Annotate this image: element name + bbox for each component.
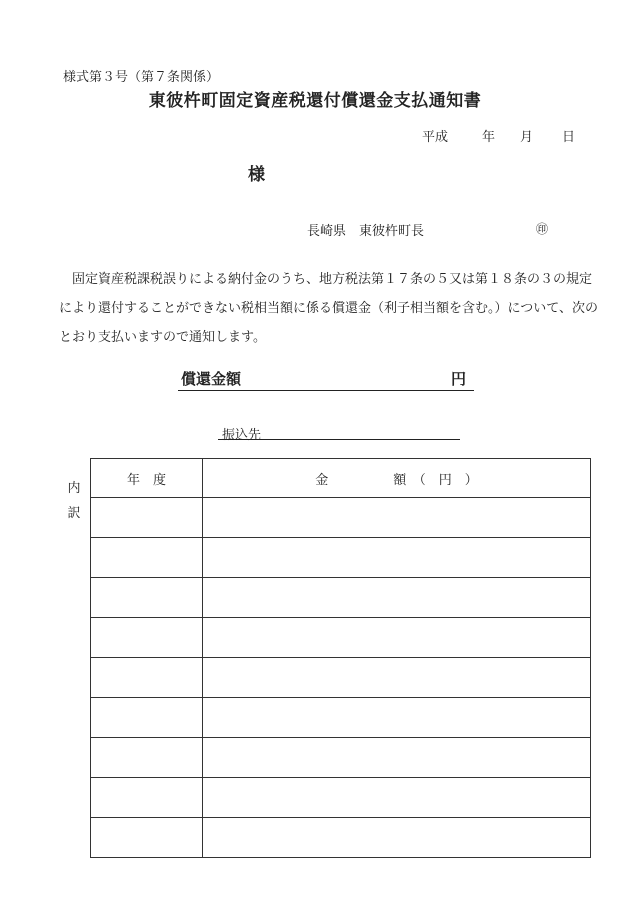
year-column-header: 年 度 xyxy=(91,459,203,498)
year-cell[interactable] xyxy=(91,738,203,778)
amount-cell[interactable] xyxy=(203,778,591,818)
year-cell[interactable] xyxy=(91,778,203,818)
date-year: 年 xyxy=(482,130,496,145)
breakdown-label xyxy=(66,476,82,526)
table-row xyxy=(91,498,591,538)
year-cell[interactable] xyxy=(91,818,203,858)
year-cell[interactable] xyxy=(91,698,203,738)
year-cell[interactable] xyxy=(91,538,203,578)
transfer-destination-underline xyxy=(218,439,460,440)
amount-cell[interactable] xyxy=(203,538,591,578)
table-row xyxy=(91,818,591,858)
breakdown-header-row xyxy=(91,459,591,498)
amount-cell[interactable] xyxy=(203,578,591,618)
form-number: 様式第３号（第７条関係） xyxy=(63,70,220,85)
year-cell[interactable] xyxy=(91,498,203,538)
breakdown-table xyxy=(90,458,591,858)
table-row xyxy=(91,778,591,818)
amount-column-header: 金 額 （ 円 ） xyxy=(203,459,591,498)
year-cell[interactable] xyxy=(91,618,203,658)
table-row xyxy=(91,738,591,778)
amount-underline xyxy=(178,390,474,391)
date-month: 月 xyxy=(520,130,534,145)
table-row xyxy=(91,578,591,618)
amount-cell[interactable] xyxy=(203,658,591,698)
table-row xyxy=(91,658,591,698)
amount-cell[interactable] xyxy=(203,618,591,658)
issuer-name: 長崎県 東彼杵町長 xyxy=(307,224,425,239)
recipient-honorific: 様 xyxy=(248,165,265,185)
amount-cell[interactable] xyxy=(203,738,591,778)
notice-body-text: 固定資産税課税誤りによる納付金のうち、地方税法第１７条の５又は第１８条の３の規定により還付することができない税相当額に係る償還金（利子相当額を含む。）について、次のとおり支払いますので通知します。 xyxy=(59,272,598,345)
date-day: 日 xyxy=(562,130,576,145)
year-cell[interactable] xyxy=(91,658,203,698)
breakdown-label-char: 訳 xyxy=(67,506,81,521)
amount-unit: 円 xyxy=(451,370,467,388)
amount-label: 償還金額 xyxy=(181,370,242,388)
amount-cell[interactable] xyxy=(203,698,591,738)
table-row xyxy=(91,538,591,578)
date-era: 平成 xyxy=(422,130,449,145)
amount-cell[interactable] xyxy=(203,818,591,858)
document-title: 東彼杵町固定資産税還付償還金支払通知書 xyxy=(148,91,482,111)
breakdown-label-char: 内 xyxy=(67,481,81,496)
seal-mark: ㊞ xyxy=(536,222,549,236)
amount-cell[interactable] xyxy=(203,498,591,538)
table-row xyxy=(91,618,591,658)
table-row xyxy=(91,698,591,738)
year-cell[interactable] xyxy=(91,578,203,618)
transfer-destination-label: 振込先 xyxy=(222,428,262,443)
